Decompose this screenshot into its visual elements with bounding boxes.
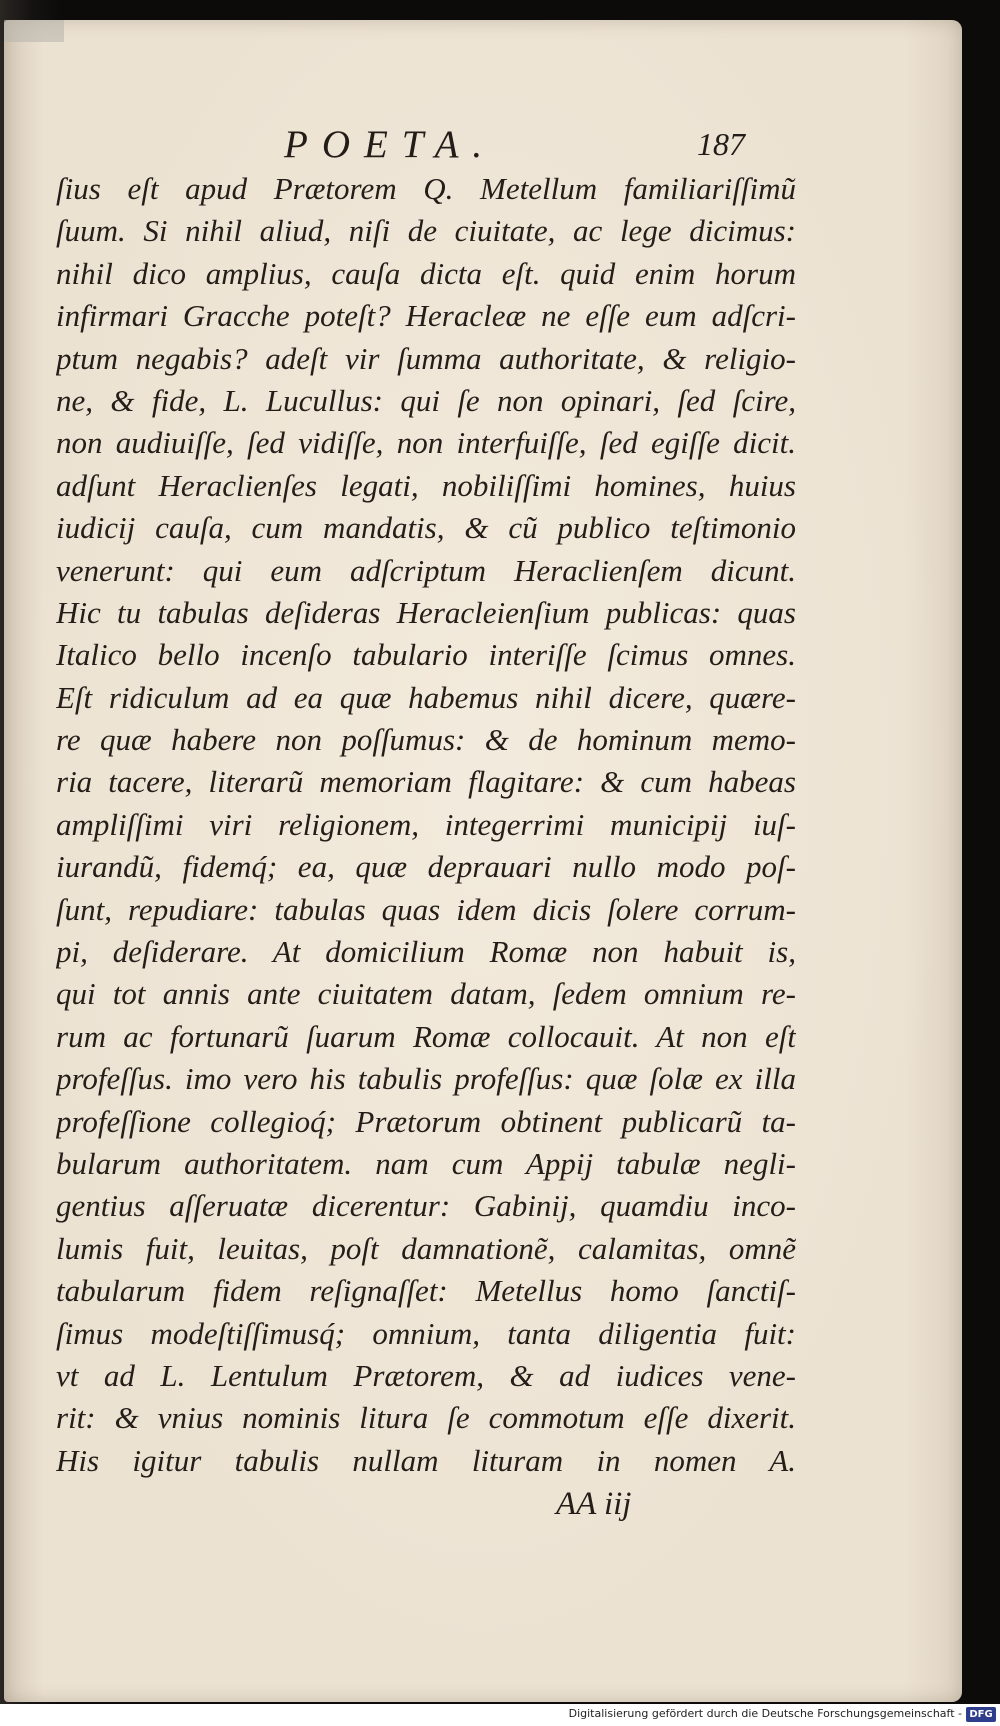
text-line: pi, deſiderare. At domicilium Romæ non habuit is, — [56, 934, 796, 970]
text-line: vt ad L. Lentulum Prætorem, & ad iudices vene- — [56, 1357, 796, 1393]
running-head: POETA. — [284, 123, 497, 166]
text-line: rit: & vnius nominis litura ſe commotum eſſe dixerit. — [56, 1400, 796, 1436]
page-header — [4, 106, 962, 166]
scan-edge-mark — [4, 20, 64, 42]
text-line: tabularum fidem reſignaſſet: Metellus homo ſanctiſ- — [56, 1273, 796, 1309]
text-line: gentius aſſeruatæ dicerentur: Gabinij, quamdiu inco- — [56, 1188, 796, 1224]
digitization-footer — [0, 1704, 1000, 1726]
text-line: ſuum. Si nihil aliud, niſi de ciuitate, ac lege dicimus: — [56, 213, 796, 249]
text-line: ria tacere, literarũ memoriam flagitare: & cum habeas — [56, 764, 796, 800]
text-line: profeſſione collegioq́; Prætorum obtinent publicarũ ta- — [56, 1103, 796, 1139]
text-line: ne, & fide, L. Lucullus: qui ſe non opinari, ſed ſcire, — [56, 382, 796, 418]
page-number: 187 — [697, 126, 745, 162]
text-line: ptum negabis? adeſt vir ſumma authoritate, & religio- — [56, 340, 796, 376]
text-line: ſius eſt apud Prætorem Q. Metellum familiariſſimũ — [56, 171, 796, 206]
text-line: iurandũ, fidemq́; ea, quæ deprauari nullo modo poſ- — [56, 849, 796, 885]
text-line: re quæ habere non poſſumus: & de hominum memo- — [56, 722, 796, 758]
text-line: Italico bello incenſo tabulario interiſſe ſcimus omnes. — [56, 637, 796, 673]
signature-mark: AA iij — [556, 1486, 632, 1522]
text-line: profeſſus. imo vero his tabulis profeſſus: quæ ſolæ ex illa — [56, 1061, 796, 1097]
dfg-logo: DFG — [966, 1707, 996, 1722]
text-line: qui tot annis ante ciuitatem datam, ſedem omnium re- — [56, 976, 796, 1012]
text-line: ſunt, repudiare: tabulas quas idem dicis ſolere corrum- — [56, 891, 796, 927]
text-line: Hic tu tabulas deſideras Heracleienſium publicas: quas — [56, 594, 796, 630]
text-line: ſimus modeſtiſſimusq́; omnium, tanta diligentia fuit: — [56, 1315, 796, 1351]
funding-credit: Digitalisierung gefördert durch die Deutsche Forschungsgemeinschaft - — [568, 1707, 962, 1720]
text-line: nihil dico amplius, cauſa dicta eſt. quid enim horum — [56, 255, 796, 291]
text-line: ampliſſimi viri religionem, integerrimi municipij iuſ- — [56, 806, 796, 842]
text-line: rum ac fortunarũ ſuarum Romæ collocauit. At non eſt — [56, 1018, 796, 1054]
text-line: lumis fuit, leuitas, poſt damnationẽ, calamitas, omnẽ — [56, 1230, 796, 1266]
text-line: Eſt ridiculum ad ea quæ habemus nihil dicere, quære- — [56, 679, 796, 715]
text-line: venerunt: qui eum adſcriptum Heraclienſem dicunt. — [56, 552, 796, 588]
book-page — [4, 20, 962, 1702]
text-line: infirmari Gracche poteſt? Heracleæ ne eſſe eum adſcri- — [56, 298, 796, 334]
body-text — [56, 168, 796, 1482]
text-line: adſunt Heraclienſes legati, nobiliſſimi homines, huius — [56, 467, 796, 503]
text-line: iudicij cauſa, cum mandatis, & cũ publico teſtimonio — [56, 510, 796, 546]
text-line: non audiuiſſe, ſed vidiſſe, non interfuiſſe, ſed egiſſe dicit. — [56, 425, 796, 461]
text-line: His igitur tabulis nullam lituram in nomen A. — [56, 1442, 796, 1478]
text-line: bularum authoritatem. nam cum Appij tabulæ negli- — [56, 1145, 796, 1181]
